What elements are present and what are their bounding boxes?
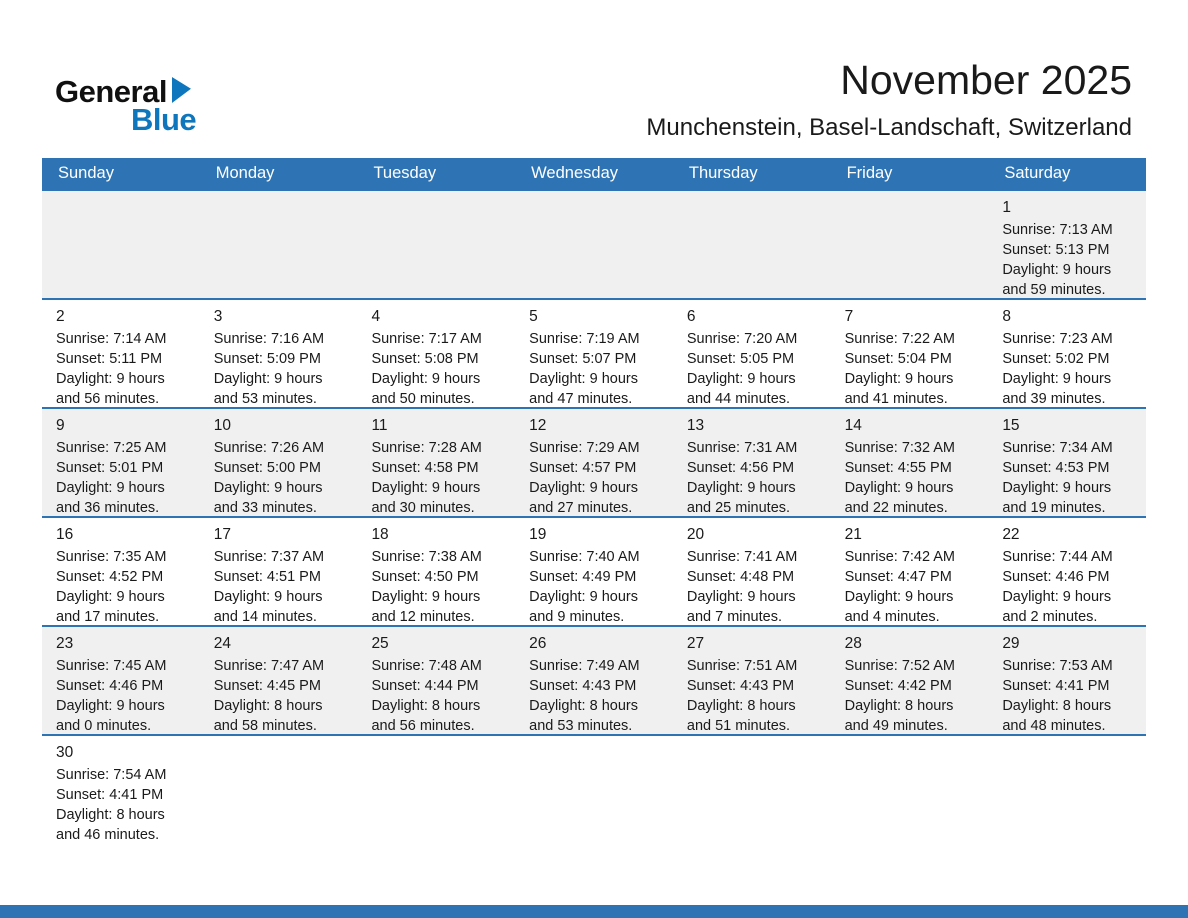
day-info-line: and 41 minutes.: [844, 391, 948, 407]
day-info-line: Sunrise: 7:38 AM: [371, 549, 482, 565]
day-info-line: Sunset: 5:04 PM: [844, 351, 952, 367]
day-info-line: Sunset: 4:46 PM: [1002, 569, 1110, 585]
day-number: 24: [213, 635, 231, 652]
day-info-line: Sunset: 4:44 PM: [371, 678, 479, 694]
day-cell-6: [673, 300, 831, 407]
week-row-6: [42, 734, 1146, 843]
week-row-4: [42, 516, 1146, 625]
day-cell-29: [988, 627, 1146, 734]
day-info-line: Sunrise: 7:25 AM: [56, 440, 167, 456]
day-info-line: Daylight: 8 hours: [371, 698, 481, 714]
day-info-line: Sunset: 5:07 PM: [529, 351, 637, 367]
footer-accent-bar: [0, 905, 1188, 918]
day-info-line: and 22 minutes.: [844, 500, 948, 516]
weekday-tuesday: Tuesday: [373, 164, 437, 182]
day-info-line: Sunrise: 7:48 AM: [371, 658, 482, 674]
day-cell-10: [200, 409, 358, 516]
day-info-line: Sunrise: 7:31 AM: [686, 440, 798, 456]
day-info-line: Sunrise: 7:53 AM: [1002, 658, 1113, 674]
day-info-line: Daylight: 9 hours: [56, 371, 165, 387]
day-number: 9: [56, 417, 65, 434]
day-info-line: Sunset: 4:50 PM: [371, 569, 479, 585]
day-info-line: Daylight: 9 hours: [1002, 480, 1112, 496]
day-info-line: Sunset: 4:51 PM: [213, 569, 321, 585]
day-number: 11: [371, 417, 388, 434]
week-row-3: [42, 407, 1146, 516]
day-info-line: and 50 minutes.: [371, 391, 475, 407]
location-subtitle: Munchenstein, Basel-Landschaft, Switzerland: [646, 114, 1132, 142]
day-number: 30: [56, 744, 74, 761]
day-info-line: Sunrise: 7:45 AM: [56, 658, 167, 674]
day-info-line: and 36 minutes.: [56, 500, 160, 516]
day-info-line: Daylight: 9 hours: [529, 589, 638, 605]
day-info-line: and 46 minutes.: [56, 827, 160, 843]
day-info-line: and 19 minutes.: [1002, 500, 1106, 516]
day-info-line: Sunset: 4:53 PM: [1002, 460, 1110, 476]
day-info-line: Sunset: 4:56 PM: [686, 460, 795, 476]
day-cell-4: [357, 300, 515, 407]
day-info-line: Sunrise: 7:23 AM: [1002, 331, 1113, 347]
day-info-line: and 49 minutes.: [844, 718, 948, 734]
day-cell-2: [42, 300, 200, 407]
day-info-line: Sunrise: 7:52 AM: [844, 658, 956, 674]
day-info-line: and 25 minutes.: [686, 500, 791, 516]
logo-triangle-icon: [172, 77, 191, 103]
day-info-line: Daylight: 9 hours: [686, 371, 796, 387]
day-number: 7: [844, 308, 854, 325]
day-cell-3: [200, 300, 358, 407]
day-info-line: Sunset: 4:46 PM: [56, 678, 164, 694]
logo-text-blue: Blue: [131, 102, 197, 137]
day-cell-19: [515, 518, 673, 625]
day-info-line: Sunrise: 7:26 AM: [213, 440, 325, 456]
day-info-line: Daylight: 9 hours: [56, 480, 165, 496]
day-info-line: Daylight: 9 hours: [844, 371, 954, 387]
day-number: 5: [529, 308, 538, 325]
day-info-line: Sunrise: 7:37 AM: [213, 549, 325, 565]
weekday-wednesday: Wednesday: [531, 164, 618, 182]
calendar-grid: [42, 189, 1146, 843]
day-cell-7: [831, 300, 989, 407]
day-number: 12: [529, 417, 547, 434]
day-info-line: Daylight: 8 hours: [686, 698, 796, 714]
day-cell-28: [831, 627, 989, 734]
weekday-header-row: [42, 158, 1146, 189]
day-info-line: Daylight: 9 hours: [844, 480, 954, 496]
day-number: 22: [1002, 526, 1020, 543]
day-number: 13: [686, 417, 705, 434]
empty-day-cell: [42, 191, 200, 298]
day-info-line: and 47 minutes.: [529, 391, 633, 407]
empty-day-cell: [673, 736, 831, 843]
day-info-line: Daylight: 9 hours: [371, 371, 481, 387]
day-cell-22: [988, 518, 1146, 625]
weekday-sunday: Sunday: [58, 164, 114, 182]
day-info-line: Daylight: 9 hours: [213, 480, 323, 496]
day-number: 29: [1002, 635, 1020, 652]
day-number: 25: [371, 635, 389, 652]
day-info-line: and 9 minutes.: [529, 609, 625, 625]
day-info-line: Sunset: 4:42 PM: [844, 678, 952, 694]
day-info-line: Daylight: 9 hours: [529, 480, 638, 496]
day-number: 21: [844, 526, 862, 543]
day-info-line: Sunset: 4:58 PM: [371, 460, 479, 476]
day-info-line: Sunrise: 7:28 AM: [371, 440, 482, 456]
day-info-line: and 4 minutes.: [844, 609, 940, 625]
day-info-line: Sunrise: 7:13 AM: [1002, 222, 1113, 238]
day-info-line: Sunrise: 7:32 AM: [844, 440, 956, 456]
day-info-line: and 53 minutes.: [213, 391, 317, 407]
day-number: 20: [686, 526, 705, 543]
day-info-line: and 12 minutes.: [371, 609, 475, 625]
day-cell-8: [988, 300, 1146, 407]
day-cell-24: [200, 627, 358, 734]
day-cell-18: [357, 518, 515, 625]
day-info-line: Sunrise: 7:49 AM: [529, 658, 640, 674]
day-info-line: Daylight: 8 hours: [213, 698, 323, 714]
day-cell-1: [988, 191, 1146, 298]
weekday-thursday: Thursday: [688, 164, 758, 182]
day-number: 8: [1002, 308, 1011, 325]
day-info-line: Sunset: 5:00 PM: [213, 460, 321, 476]
day-info-line: Sunset: 5:08 PM: [371, 351, 479, 367]
empty-day-cell: [515, 736, 673, 843]
day-cell-9: [42, 409, 200, 516]
day-cell-27: [673, 627, 831, 734]
day-info-line: Sunset: 4:43 PM: [529, 678, 637, 694]
day-info-line: Daylight: 9 hours: [529, 371, 638, 387]
day-number: 27: [686, 635, 705, 652]
weekday-saturday: Saturday: [1004, 164, 1071, 182]
day-info-line: and 2 minutes.: [1002, 609, 1098, 625]
day-info-line: Sunrise: 7:54 AM: [56, 767, 167, 783]
empty-day-cell: [831, 736, 989, 843]
day-number: 4: [371, 308, 381, 325]
day-info-line: Sunrise: 7:51 AM: [686, 658, 798, 674]
day-info-line: Sunrise: 7:47 AM: [213, 658, 325, 674]
day-info-line: Daylight: 8 hours: [529, 698, 638, 714]
week-row-1: [42, 189, 1146, 298]
day-info-line: and 58 minutes.: [213, 718, 317, 734]
day-info-line: Daylight: 8 hours: [56, 807, 165, 823]
day-cell-20: [673, 518, 831, 625]
day-info-line: Sunrise: 7:34 AM: [1002, 440, 1113, 456]
day-cell-21: [831, 518, 989, 625]
day-info-line: and 33 minutes.: [213, 500, 317, 516]
day-info-line: Daylight: 9 hours: [371, 589, 481, 605]
day-cell-12: [515, 409, 673, 516]
day-info-line: Daylight: 8 hours: [1002, 698, 1112, 714]
day-info-line: Sunset: 4:57 PM: [529, 460, 637, 476]
day-info-line: and 51 minutes.: [686, 718, 791, 734]
day-info-line: Sunset: 5:01 PM: [56, 460, 164, 476]
day-info-line: Sunrise: 7:17 AM: [371, 331, 482, 347]
day-info-line: and 30 minutes.: [371, 500, 475, 516]
day-number: 10: [213, 417, 231, 434]
general-blue-logo: [55, 76, 196, 135]
day-info-line: Sunset: 4:52 PM: [56, 569, 164, 585]
day-info-line: and 44 minutes.: [686, 391, 791, 407]
day-info-line: Sunset: 4:55 PM: [844, 460, 952, 476]
day-info-line: Sunrise: 7:35 AM: [56, 549, 167, 565]
empty-day-cell: [831, 191, 989, 298]
day-number: 1: [1002, 199, 1011, 216]
day-number: 18: [371, 526, 389, 543]
empty-day-cell: [200, 736, 358, 843]
day-number: 15: [1002, 417, 1020, 434]
day-info-line: Daylight: 8 hours: [844, 698, 954, 714]
day-info-line: Sunset: 5:09 PM: [213, 351, 321, 367]
day-info-line: Sunset: 4:45 PM: [213, 678, 321, 694]
day-info-line: Sunset: 5:11 PM: [56, 351, 163, 367]
day-cell-23: [42, 627, 200, 734]
day-info-line: Sunrise: 7:42 AM: [844, 549, 956, 565]
day-info-line: Sunset: 4:47 PM: [844, 569, 952, 585]
day-info-line: Sunset: 4:49 PM: [529, 569, 637, 585]
day-info-line: Daylight: 9 hours: [1002, 371, 1112, 387]
day-info-line: and 7 minutes.: [686, 609, 782, 625]
day-info-line: Daylight: 9 hours: [56, 698, 165, 714]
day-cell-13: [673, 409, 831, 516]
day-number: 23: [56, 635, 74, 652]
day-number: 2: [56, 308, 65, 325]
day-info-line: Sunrise: 7:41 AM: [686, 549, 798, 565]
day-info-line: Sunset: 4:41 PM: [1002, 678, 1110, 694]
day-info-line: and 14 minutes.: [213, 609, 317, 625]
empty-day-cell: [988, 736, 1146, 843]
month-title: November 2025: [840, 57, 1132, 103]
day-info-line: Sunrise: 7:20 AM: [686, 331, 798, 347]
day-info-line: Sunrise: 7:40 AM: [529, 549, 640, 565]
day-cell-30: [42, 736, 200, 843]
day-number: 3: [213, 308, 223, 325]
day-number: 26: [529, 635, 547, 652]
day-info-line: and 17 minutes.: [56, 609, 160, 625]
day-info-line: Daylight: 9 hours: [1002, 589, 1112, 605]
day-info-line: Sunset: 4:48 PM: [686, 569, 795, 585]
day-info-line: Sunset: 5:05 PM: [686, 351, 795, 367]
day-cell-26: [515, 627, 673, 734]
day-info-line: Daylight: 9 hours: [686, 480, 796, 496]
day-info-line: Sunset: 5:02 PM: [1002, 351, 1110, 367]
day-info-line: Daylight: 9 hours: [56, 589, 165, 605]
header-titles: [646, 57, 1132, 142]
day-number: 6: [686, 308, 696, 325]
day-cell-14: [831, 409, 989, 516]
day-info-line: and 59 minutes.: [1002, 282, 1106, 298]
day-info-line: Daylight: 9 hours: [686, 589, 796, 605]
empty-day-cell: [200, 191, 358, 298]
day-cell-11: [357, 409, 515, 516]
day-cell-5: [515, 300, 673, 407]
day-info-line: and 27 minutes.: [529, 500, 633, 516]
day-cell-15: [988, 409, 1146, 516]
day-info-line: Sunrise: 7:16 AM: [213, 331, 325, 347]
day-info-line: Daylight: 9 hours: [1002, 262, 1112, 278]
day-info-line: and 39 minutes.: [1002, 391, 1106, 407]
weekday-monday: Monday: [215, 164, 275, 182]
day-info-line: and 53 minutes.: [529, 718, 633, 734]
day-info-line: Sunset: 5:13 PM: [1002, 242, 1110, 258]
day-info-line: and 56 minutes.: [56, 391, 160, 407]
day-info-line: Daylight: 9 hours: [371, 480, 481, 496]
day-number: 16: [56, 526, 74, 543]
day-number: 19: [529, 526, 547, 543]
week-row-2: [42, 298, 1146, 407]
day-info-line: Daylight: 9 hours: [844, 589, 954, 605]
day-info-line: Daylight: 9 hours: [213, 371, 323, 387]
day-number: 28: [844, 635, 862, 652]
empty-day-cell: [357, 736, 515, 843]
day-info-line: Sunrise: 7:19 AM: [529, 331, 640, 347]
logo-text-general: General: [55, 74, 167, 109]
day-info-line: Daylight: 9 hours: [213, 589, 323, 605]
weekday-friday: Friday: [846, 164, 893, 182]
day-info-line: Sunrise: 7:29 AM: [529, 440, 640, 456]
day-number: 14: [844, 417, 862, 434]
day-info-line: and 0 minutes.: [56, 718, 152, 734]
day-info-line: Sunrise: 7:44 AM: [1002, 549, 1113, 565]
day-cell-25: [357, 627, 515, 734]
week-row-5: [42, 625, 1146, 734]
day-cell-17: [200, 518, 358, 625]
day-cell-16: [42, 518, 200, 625]
day-info-line: Sunrise: 7:14 AM: [56, 331, 167, 347]
day-info-line: Sunrise: 7:22 AM: [844, 331, 956, 347]
empty-day-cell: [357, 191, 515, 298]
day-info-line: and 48 minutes.: [1002, 718, 1106, 734]
day-info-line: and 56 minutes.: [371, 718, 475, 734]
day-info-line: Sunset: 4:41 PM: [56, 787, 164, 803]
calendar-table: [42, 158, 1146, 843]
day-info-line: Sunset: 4:43 PM: [686, 678, 795, 694]
empty-day-cell: [515, 191, 673, 298]
day-number: 17: [213, 526, 231, 543]
empty-day-cell: [673, 191, 831, 298]
